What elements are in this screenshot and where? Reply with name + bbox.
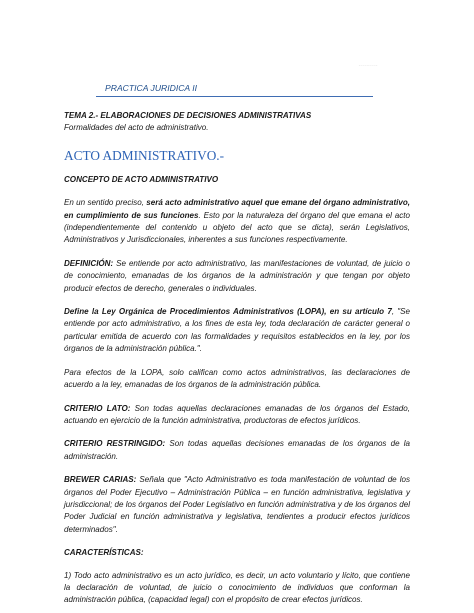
paragraph-criterio-lato xyxy=(64,403,410,428)
header-divider xyxy=(96,96,373,97)
lopa-text: , "Se entiende por acto administrativo, a los fines de esta ley, toda declaración de carácter general o particular emitida de acuerdo con las formalidades y requisitos establecidos en la ley, por los órganos de la administración pública.". xyxy=(64,307,411,354)
faint-header-mark: ·········· xyxy=(358,63,378,69)
caracteristicas-title: CARACTERÍSTICAS: xyxy=(64,548,144,558)
criterio-lato-label: CRITERIO LATO: xyxy=(64,403,131,413)
criterio-restringido-label: CRITERIO RESTRINGIDO: xyxy=(64,439,166,449)
section-heading: ACTO ADMINISTRATIVO.- xyxy=(64,147,225,163)
concepto-title: CONCEPTO DE ACTO ADMINISTRATIVO xyxy=(64,174,219,184)
definicion-text: Se entiende por acto administrativo, las manifestaciones de voluntad, de juicio o de conocimiento, emanadas de los órganos de la administración y que tengan por objeto producir efectos de derecho, generales o individuales. xyxy=(64,258,410,293)
criterio-restringido-text: Son todas aquellas decisiones emanadas de los órganos de la administración. xyxy=(64,439,411,461)
paragraph-lopa xyxy=(64,306,410,356)
tema-subtitle: Formalidades del acto de administrativo. xyxy=(64,123,209,133)
document-body xyxy=(64,110,410,607)
brewer-label: BREWER CARIAS: xyxy=(64,475,137,485)
running-header-title: PRACTICA JURIDICA II xyxy=(105,83,197,93)
caracteristica-item-1: 1) Todo acto administrativo es un acto jurídico, es decir, un acto voluntario y lícito, que contiene la declaración de voluntad, de juicio o conocimiento de individuos que conforman la administración pública, (capacidad legal) con el propósito de crear efectos jurídicos. xyxy=(64,570,410,605)
paragraph-criterio-restringido xyxy=(64,438,410,463)
paragraph-efectos: Para efectos de la LOPA, solo califican como actos administrativos, las declaraciones de acuerdo a la ley, emanadas de los órganos de la administración pública. xyxy=(64,367,410,390)
definicion-label: DEFINICIÓN: xyxy=(64,258,114,268)
sentido-text-bold: será acto administrativo aquel que emane del órgano administrativo, en cumplimiento de sus funciones xyxy=(64,198,410,220)
paragraph-sentido xyxy=(64,197,410,247)
paragraph-brewer xyxy=(64,474,410,536)
sentido-text-3: . Esto por la naturaleza del órgano del que emana el acto (independientemente del contenido u objeto del acto que se dicta), serán Legislativos, Administrativos y Jurisdiccionales, inherentes a sus funciones respectivamente. xyxy=(64,210,411,245)
lopa-text-bold: Define la Ley Orgánica de Procedimientos Administrativos (LOPA), en su artículo 7 xyxy=(64,307,392,317)
sentido-text-1: En un sentido preciso, xyxy=(64,198,147,208)
tema-title: TEMA 2.- ELABORACIONES DE DECISIONES ADMINISTRATIVAS xyxy=(64,111,312,120)
criterio-lato-text: Son todas aquellas declaraciones emanadas de los órganos del Estado, actuando en ejercicio de la función administrativa, productoras de efectos jurídicos. xyxy=(64,403,410,425)
brewer-text: Señala que "Acto Administrativo es toda manifestación de voluntad de los órganos del Poder Ejecutivo – Administración Pública – en función administrativa, legislativa y jurisdiccional; de los órganos del Poder Legislativo en función administrativa y de los órganos del Poder Judicial en función administrativa y legislativa, tendientes a producir efectos jurídicos determinados". xyxy=(64,475,410,534)
paragraph-definicion xyxy=(64,258,410,295)
